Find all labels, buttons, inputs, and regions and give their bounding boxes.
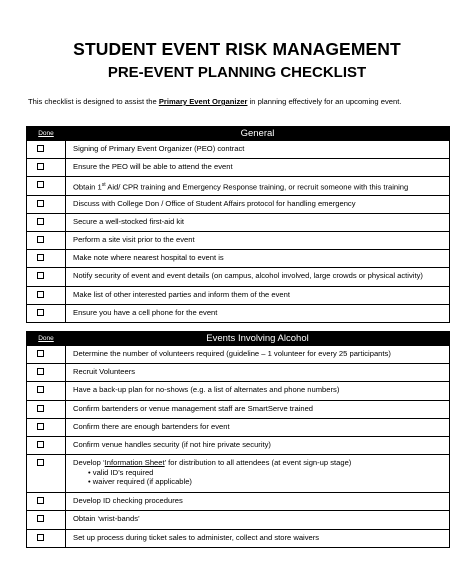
checkbox[interactable] bbox=[37, 145, 44, 152]
checkbox[interactable] bbox=[37, 386, 44, 393]
table-row bbox=[27, 268, 450, 286]
checkbox[interactable] bbox=[37, 291, 44, 298]
checklist-item-text: Develop ID checking procedures bbox=[73, 496, 183, 506]
table-row bbox=[27, 231, 450, 249]
checkbox[interactable] bbox=[37, 272, 44, 279]
checklist-item-text: Make list of other interested parties and inform them of the event bbox=[73, 289, 290, 299]
item-text-part: ’ for distribution to all attendees (at event sign-up stage) bbox=[164, 458, 352, 468]
checklist-item-text bbox=[66, 455, 449, 468]
checklist-item-text: Recruit Volunteers bbox=[73, 367, 136, 377]
table-row bbox=[27, 493, 450, 511]
checklist-item-text: Perform a site visit prior to the event bbox=[73, 234, 195, 244]
checklist-item-text: Determine the number of volunteers required (guideline – 1 volunteer for every 25 participants) bbox=[73, 349, 391, 358]
table-row bbox=[27, 213, 450, 231]
checklist-item-text: Confirm bartenders or venue management staff are SmartServe trained bbox=[73, 403, 314, 413]
checkbox[interactable] bbox=[37, 534, 44, 541]
checklist-item-text: Secure a well-stocked first-aid kit bbox=[73, 216, 184, 226]
checkbox[interactable] bbox=[37, 405, 44, 412]
checkbox[interactable] bbox=[37, 254, 44, 261]
table-row bbox=[27, 364, 450, 382]
table-row bbox=[27, 511, 450, 529]
done-column-header bbox=[27, 332, 66, 346]
checklist-subitem: • waiver required (if applicable) bbox=[88, 477, 192, 487]
checklist-item-text: Obtain ‘wrist-bands’ bbox=[73, 514, 140, 524]
table-row bbox=[27, 455, 450, 493]
document-title: STUDENT EVENT RISK MANAGEMENT bbox=[73, 39, 401, 59]
table-row bbox=[27, 159, 450, 177]
done-label: Done bbox=[38, 130, 54, 137]
table-row bbox=[27, 529, 450, 547]
checkbox[interactable] bbox=[37, 163, 44, 170]
item-text-part: Obtain 1 bbox=[73, 182, 102, 192]
checkbox[interactable] bbox=[37, 181, 44, 188]
checkbox[interactable] bbox=[37, 309, 44, 316]
alcohol-checklist-table bbox=[26, 331, 450, 548]
item-text-part: Aid/ CPR training and Emergency Response training, or recruit someone with this training bbox=[105, 182, 409, 192]
table-row bbox=[27, 177, 450, 195]
general-header-row bbox=[27, 127, 450, 141]
checklist-item-text: Signing of Primary Event Organizer (PEO) contract bbox=[73, 144, 245, 153]
intro-after: in planning effectively for an upcoming event. bbox=[247, 97, 402, 106]
checkbox[interactable] bbox=[37, 497, 44, 504]
table-row bbox=[27, 418, 450, 436]
intro-highlight: Primary Event Organizer bbox=[158, 97, 248, 106]
checkbox[interactable] bbox=[37, 441, 44, 448]
table-row bbox=[27, 286, 450, 304]
item-text-part: Develop ‘ bbox=[73, 458, 105, 468]
table-row bbox=[27, 346, 450, 364]
checkbox[interactable] bbox=[37, 459, 44, 466]
checklist-item-text: Make note where nearest hospital to event is bbox=[73, 253, 224, 263]
checkbox[interactable] bbox=[37, 236, 44, 243]
checklist-item-text: Ensure you have a cell phone for the event bbox=[73, 307, 218, 317]
table-row bbox=[27, 250, 450, 268]
checklist-item-text: Confirm venue handles security (if not hire private security) bbox=[73, 439, 271, 449]
checklist-item-text: Set up process during ticket sales to administer, collect and store waivers bbox=[73, 532, 320, 542]
intro-before: This checklist is designed to assist the bbox=[28, 97, 159, 106]
checkbox[interactable] bbox=[37, 515, 44, 522]
alcohol-section-title: Events Involving Alcohol bbox=[206, 333, 309, 344]
checklist-item-text: Have a back-up plan for no-shows (e.g. a list of alternates and phone numbers) bbox=[73, 385, 340, 395]
general-section-title: General bbox=[240, 128, 275, 139]
checkbox[interactable] bbox=[37, 368, 44, 375]
alcohol-title-cell bbox=[66, 332, 450, 346]
checkbox[interactable] bbox=[37, 200, 44, 207]
table-row bbox=[27, 141, 450, 159]
item-text-superscript: st bbox=[101, 182, 106, 189]
table-row bbox=[27, 436, 450, 454]
table-row bbox=[27, 195, 450, 213]
table-row bbox=[27, 382, 450, 400]
alcohol-header-row bbox=[27, 332, 450, 346]
item-text-underlined: Information Sheet bbox=[104, 458, 165, 468]
checkbox[interactable] bbox=[37, 350, 44, 357]
document-subtitle: PRE-EVENT PLANNING CHECKLIST bbox=[107, 64, 367, 81]
checkbox[interactable] bbox=[37, 423, 44, 430]
intro-text bbox=[28, 97, 401, 106]
checklist-subitem: • valid ID’s required bbox=[88, 468, 154, 478]
checklist-item-text: Discuss with College Don / Office of Student Affairs protocol for handling emergency bbox=[73, 198, 356, 208]
checklist-item-text: Ensure the PEO will be able to attend the event bbox=[73, 162, 233, 172]
done-column-header bbox=[27, 127, 66, 141]
checklist-item-text: Confirm there are enough bartenders for event bbox=[73, 421, 230, 431]
table-row bbox=[27, 400, 450, 418]
table-row bbox=[27, 304, 450, 322]
checklist-item-text: Notify security of event and event details (on campus, alcohol involved, large crowds or physical activity) bbox=[73, 271, 423, 281]
done-label: Done bbox=[38, 335, 54, 342]
general-title-cell bbox=[66, 127, 450, 141]
checkbox[interactable] bbox=[37, 218, 44, 225]
checklist-item-text bbox=[66, 177, 449, 193]
general-checklist-table bbox=[26, 126, 450, 323]
